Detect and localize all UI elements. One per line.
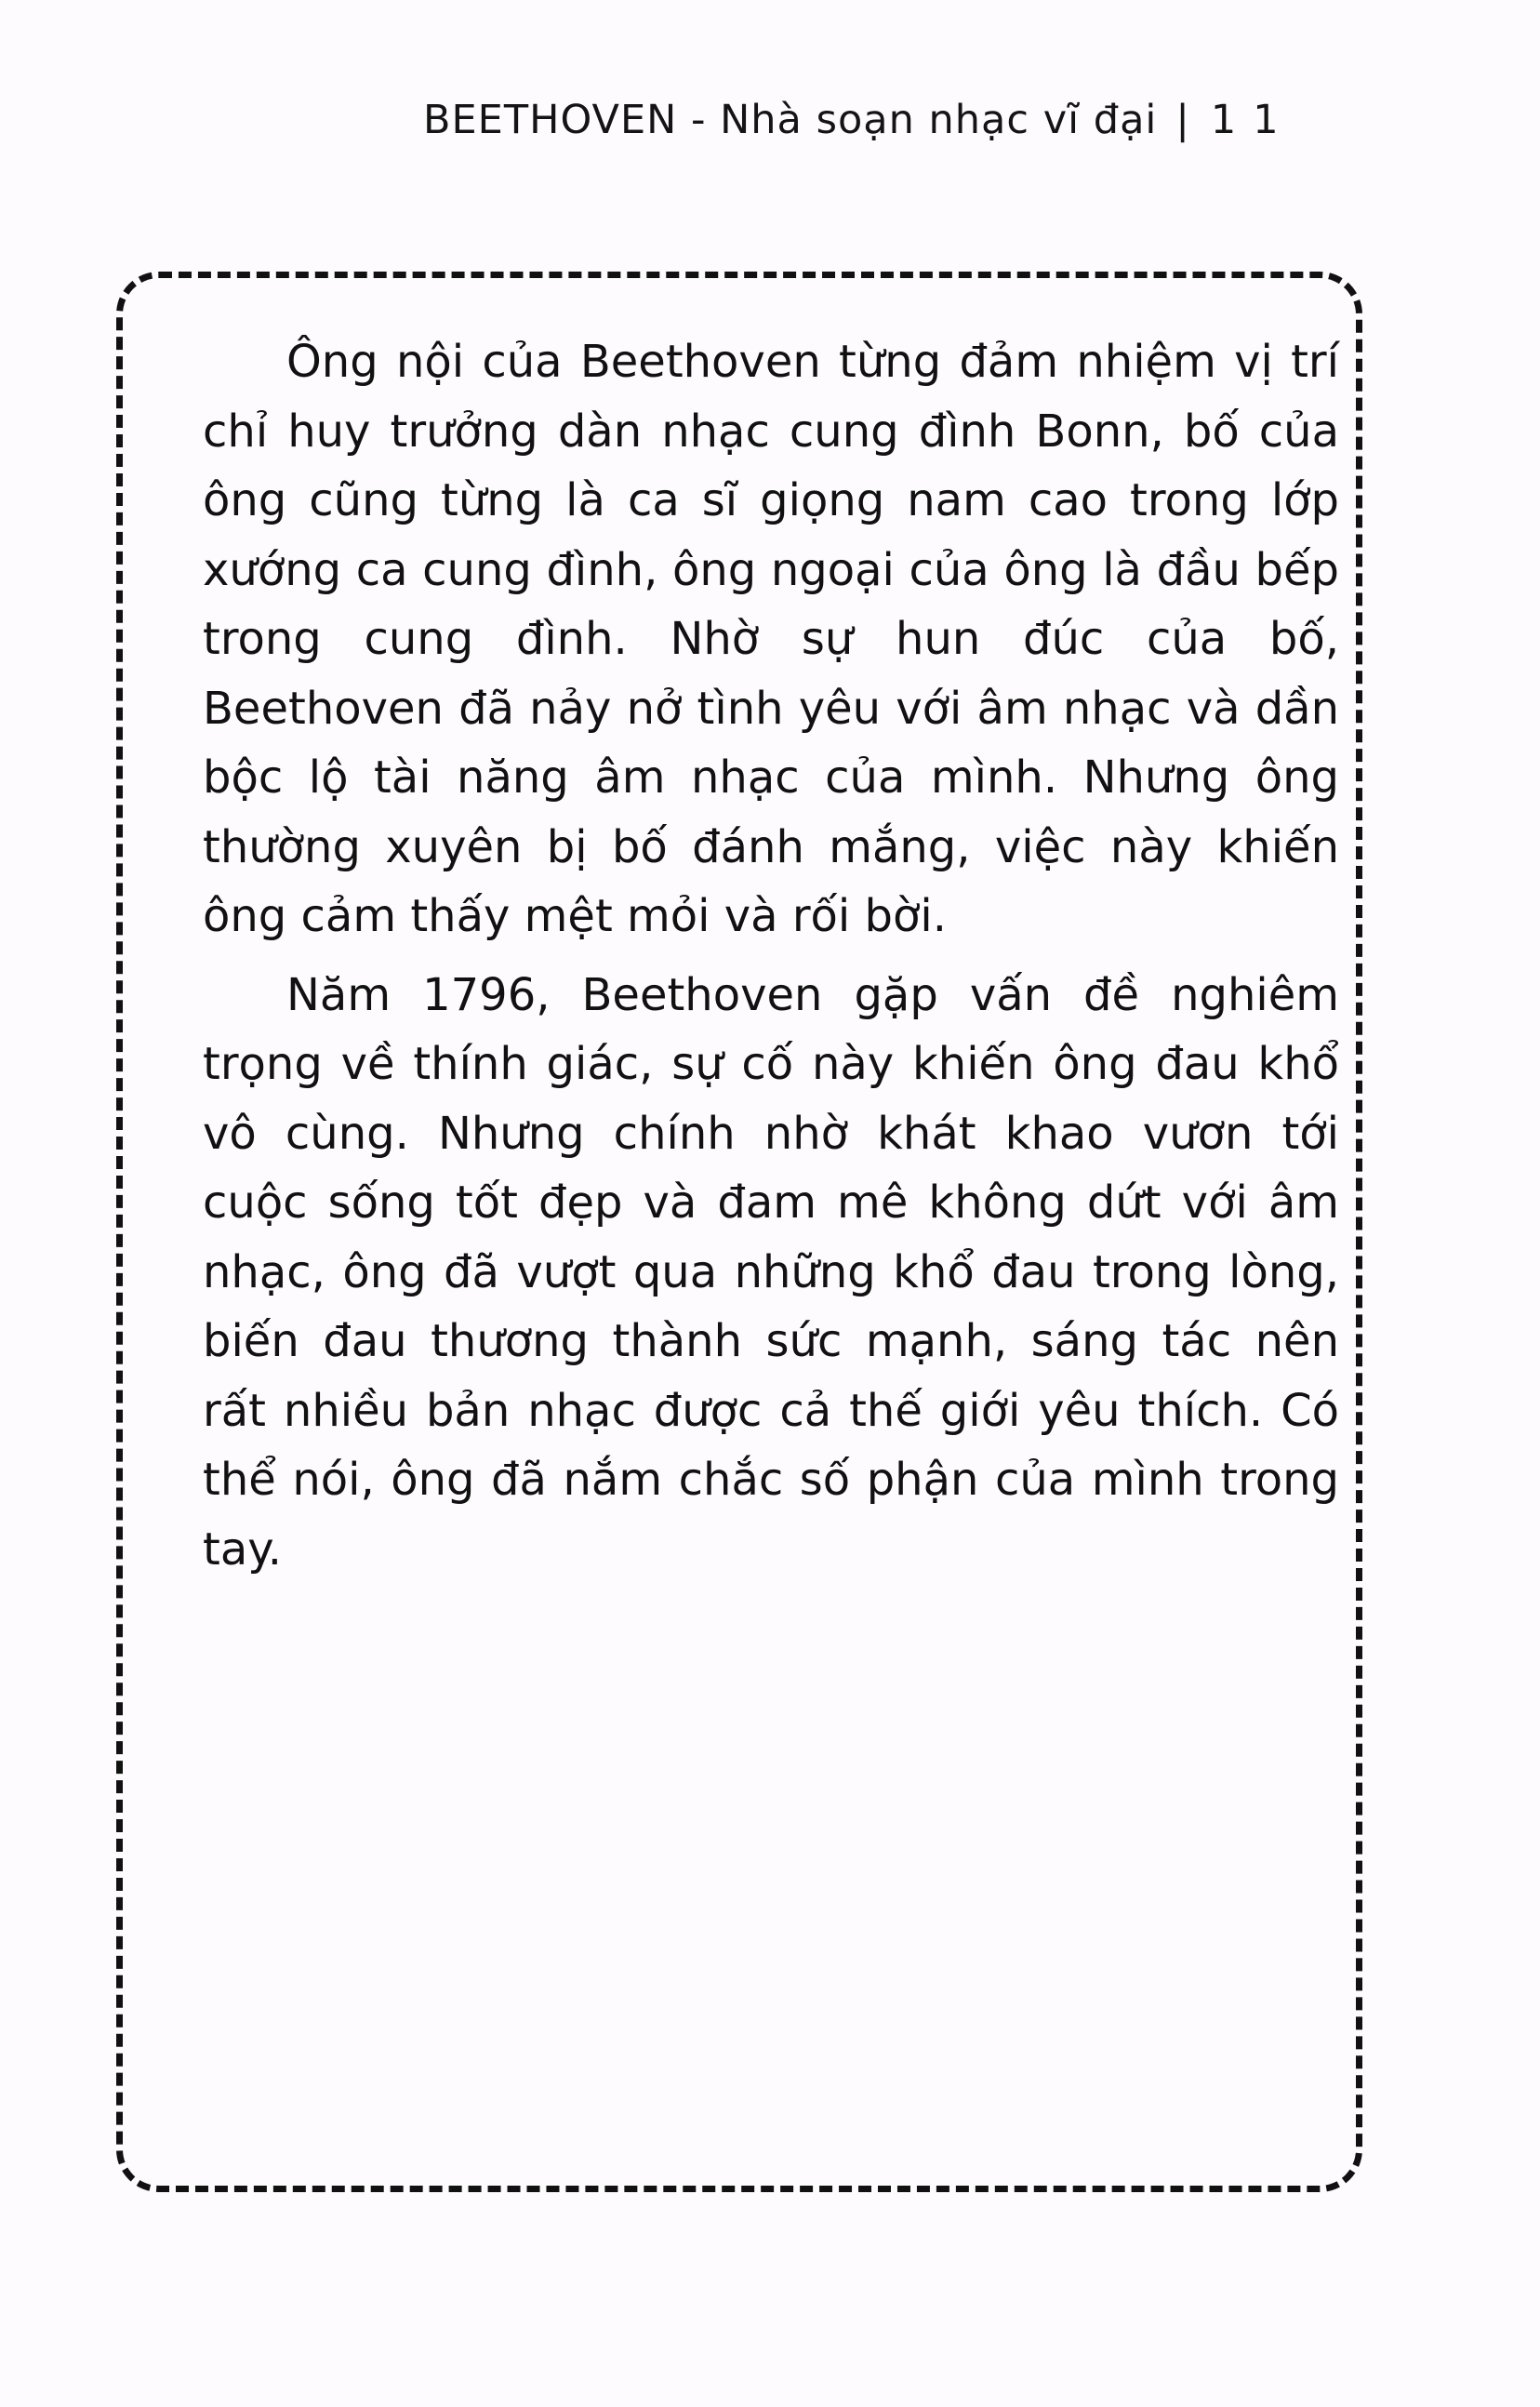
running-header-title: BEETHOVEN - Nhà soạn nhạc vĩ đại (423, 97, 1158, 143)
paragraph-1: Ông nội của Beethoven từng đảm nhiệm vị trí chỉ huy trưởng dàn nhạc cung đình Bonn, bố của ông cũng từng là ca sĩ giọng nam cao trong lớp xướng ca cung đình, ông ngoại của ông là đầu bếp trong cung đình. Nhờ sự hun đúc của bố, Beethoven đã nảy nở tình yêu với âm nhạc và dần bộc lộ tài năng âm nhạc của mình. Nhưng ông thường xuyên bị bố đánh mắng, việc này khiến ông cảm thấy mệt mỏi và rối bời. (203, 336, 1339, 942)
header-separator: | (1175, 97, 1190, 143)
paragraph-2: Năm 1796, Beethoven gặp vấn đề nghiêm trọng về thính giác, sự cố này khiến ông đau khổ vô cùng. Nhưng chính nhờ khát khao vươn tới cuộc sống tốt đẹp và đam mê không dứt với âm nhạc, ông đã vượt qua những khổ đau trong lòng, biến đau thương thành sức mạnh, sáng tác nên rất nhiều bản nhạc được cả thế giới yêu thích. Có thể nói, ông đã nắm chắc số phận của mình trong tay. (203, 968, 1339, 1576)
page-number: 11 (1210, 97, 1295, 143)
running-header (423, 97, 1353, 143)
body-text (203, 327, 1339, 1593)
